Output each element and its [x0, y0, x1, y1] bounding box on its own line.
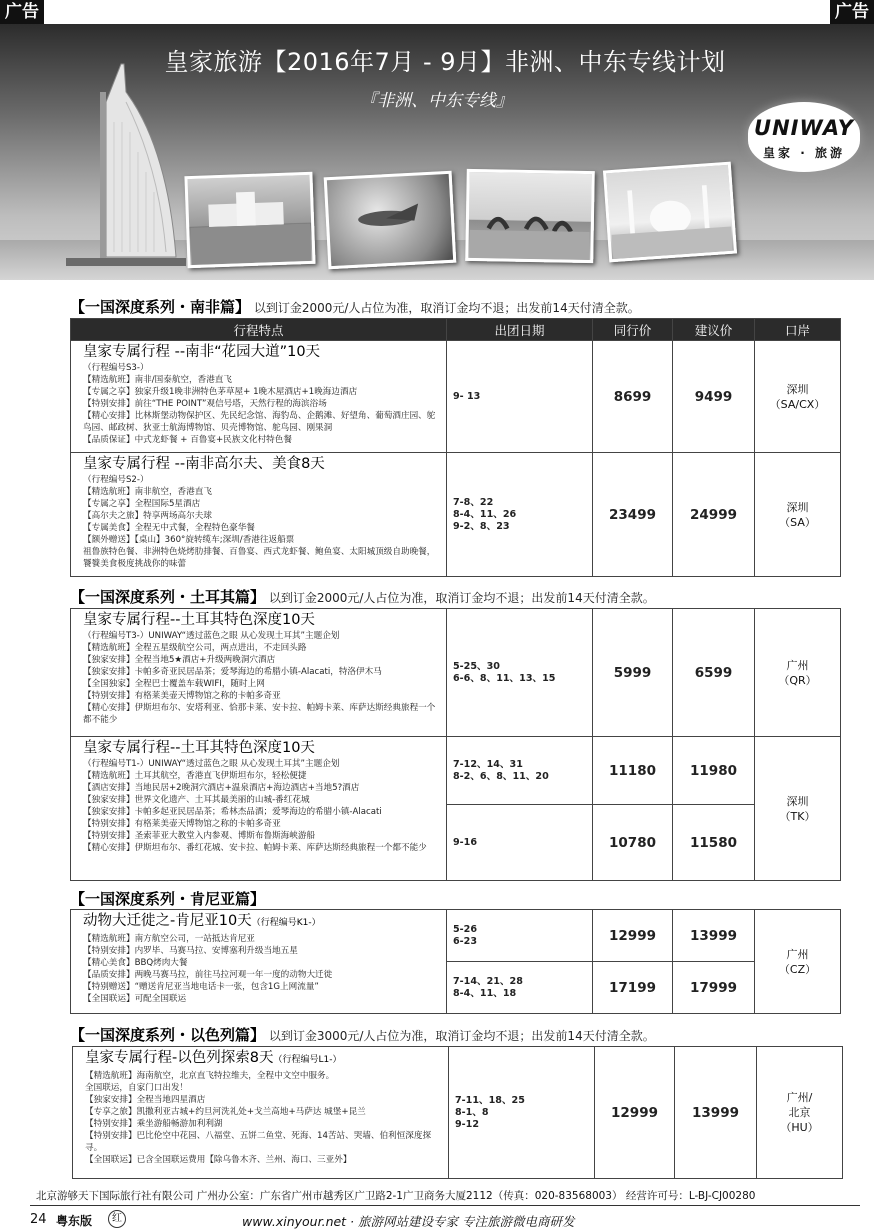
- table-header-row: [71, 319, 841, 341]
- burj-al-arab-illustration: [66, 62, 186, 272]
- trade-price: 12999: [595, 1047, 675, 1179]
- tour-line: 【特别安排】巴比伦空中花园、八福堂、五饼二鱼堂、死海、14苦站、哭墙、伯利恒深度探寻。: [85, 1131, 432, 1153]
- section-header-kenya: [70, 888, 860, 909]
- logo-main-text: UNIWAY: [754, 116, 854, 140]
- tour-line: 【精选航班】土耳其航空，香港直飞伊斯坦布尔，轻松便捷: [83, 771, 307, 781]
- table-row: [71, 737, 841, 805]
- trade-price: 23499: [593, 453, 673, 577]
- departure-port: 深圳 （SA/CX）: [755, 341, 841, 453]
- retail-price: 17999: [673, 962, 755, 1014]
- section-header-south-africa: [70, 296, 860, 317]
- footer-website: www.xinyour.net · 旅游网站建设专家 专注旅游微电商研发: [242, 1214, 575, 1229]
- ad-label-right: 广告: [830, 0, 874, 24]
- tour-line: 【特别安排】有格莱美壶天博物馆之称的卡帕多奇亚: [83, 819, 281, 829]
- tour-line: 【精选航班】南方航空公司，一站抵达肯尼亚: [83, 934, 255, 944]
- retail-price: 24999: [673, 453, 755, 577]
- edition-label: 粤东版: [56, 1214, 93, 1228]
- tour-title: 皇家专属行程 --南非高尔夫、美食8天: [83, 456, 325, 472]
- tour-line: 【专属之享】独家升级1晚非洲特色茅草屋+ 1晚木屋酒店+1晚海边酒店: [83, 387, 358, 397]
- tour-code: （行程编号K1-）: [251, 918, 321, 928]
- retail-price: 13999: [673, 910, 755, 962]
- section-header-israel: [70, 1024, 860, 1045]
- tour-line: 【额外赠送】【桌山】360°旋转缆车;深圳/香港往返船票: [83, 535, 295, 545]
- header-port: 口岸: [755, 319, 841, 341]
- departure-port: 广州 （CZ）: [755, 910, 841, 1014]
- trade-price: 11180: [593, 737, 673, 805]
- section-title: 【一国深度系列・南非篇】: [70, 298, 251, 316]
- tour-line: 【特别安排】乘坐游船畅游加利利湖: [85, 1119, 223, 1129]
- tour-line: 【精心安排】伊斯坦布尔、安塔利亚、恰那卡莱、安卡拉、帕姆卡莱、库萨达斯经典旅程一个都不能少: [83, 703, 436, 725]
- tour-line: 【独家安排】全程当地四星酒店: [85, 1095, 206, 1105]
- tour-description: [73, 1047, 449, 1179]
- tour-line: 【独家安排】卡帕多起亚民居品茶；希林杰品酒；爱琴海边的希腊小镇-Alacati: [83, 807, 382, 817]
- tour-title: 皇家专属行程--土耳其特色深度10天: [83, 740, 315, 756]
- table-row: [71, 341, 841, 453]
- section-note: 以到订金2000元/人占位为准，取消订金均不退；出发前14天付清全款。: [253, 301, 640, 315]
- table-row: [73, 1047, 843, 1179]
- trade-price: 10780: [593, 805, 673, 881]
- tour-line: 【品质保证】中式龙虾餐 + 百鲁宴+民族文化村特色餐: [83, 435, 292, 445]
- tour-line: 【精选航班】南非/国泰航空，香港直飞: [83, 375, 232, 385]
- tour-title: [85, 1049, 444, 1070]
- departure-port: 广州/ 北京 （HU）: [757, 1047, 843, 1179]
- tour-code: （行程编号L1-）: [273, 1055, 342, 1065]
- table-south-africa: [70, 318, 841, 577]
- table-row: [71, 609, 841, 737]
- departure-port: 深圳 （TK）: [755, 737, 841, 881]
- tour-line: 【独家安排】世界文化遗产、土耳其最美丽的山城-番红花城: [83, 795, 310, 805]
- tour-description: [71, 453, 447, 577]
- departure-dates: 7-14、21、28 8-4、11、18: [447, 962, 593, 1014]
- retail-price: 11580: [673, 805, 755, 881]
- tour-line: 【精选航班】南非航空，香港直飞: [83, 487, 212, 497]
- banner-title: 皇家旅游【2016年7月 - 9月】非洲、中东专线计划: [164, 48, 726, 76]
- departure-dates: 9-16: [447, 805, 593, 881]
- tour-line: 【独家安排】卡帕多奇亚民居品茶；爱琴海边的希腊小镇-Alacati，特洛伊木马: [83, 667, 382, 677]
- header-features: 行程特点: [71, 319, 447, 341]
- logo-sub-text: 皇家 · 旅游: [763, 146, 845, 160]
- tour-line: 【全国联运】已含全国联运费用【除乌鲁木齐、兰州、海口、三亚外】: [85, 1155, 352, 1165]
- tour-line: 【品质安排】两晚马赛马拉，前往马拉河观一年一度的动物大迁徙: [83, 970, 333, 980]
- tour-description: [71, 609, 447, 737]
- table-kenya: [70, 909, 841, 1014]
- tour-line: 【高尔夫之旅】特享两场高尔夫球: [83, 511, 212, 521]
- photo-underwater: [324, 171, 457, 270]
- tour-title: 皇家专属行程 --南非“花园大道”10天: [83, 344, 321, 360]
- retail-price: 6599: [673, 609, 755, 737]
- departure-dates: 7-8、22 8-4、11、26 9-2、8、23: [447, 453, 593, 577]
- departure-dates: 9- 13: [447, 341, 593, 453]
- departure-dates: 7-12、14、31 8-2、6、8、11、20: [447, 737, 593, 805]
- section-note: 以到订金2000元/人占位为准，取消订金均不退；出发前14天付清全款。: [268, 591, 655, 605]
- retail-price: 9499: [673, 341, 755, 453]
- header-dates: 出团日期: [447, 319, 593, 341]
- tour-line: 【精选航班】全程五星级航空公司，两点进出，不走回头路: [83, 643, 307, 653]
- retail-price: 11980: [673, 737, 755, 805]
- table-turkey: [70, 608, 841, 881]
- retail-price: 13999: [675, 1047, 757, 1179]
- trade-price: 8699: [593, 341, 673, 453]
- tour-line: 祖鲁族特色餐、非洲特色烧烤肋排餐、百鲁宴、西式龙虾餐、鲍鱼宴、太阳城顶级自助晚餐，饕餮美食极度挑战你的味蕾: [83, 547, 436, 569]
- section-title: 【一国深度系列・肯尼亚篇】: [70, 890, 266, 908]
- tour-line: 【酒店安排】当地民居+2晚洞穴酒店+温泉酒店+海边酒店+当地5?酒店: [83, 783, 360, 793]
- footer-divider: [30, 1205, 860, 1206]
- tour-line: 【精选航班】海南航空，北京直飞特拉维夫，全程中文空中服务。: [85, 1071, 335, 1081]
- ad-label-left: 广告: [0, 0, 44, 24]
- section-title: 【一国深度系列・土耳其篇】: [70, 588, 266, 606]
- section-header-turkey: [70, 586, 860, 607]
- photo-camels: [465, 169, 595, 263]
- header-retail-price: 建议价: [673, 319, 755, 341]
- photo-mosque: [603, 162, 737, 263]
- tour-line: 【特别安排】圣索菲亚大教堂入内参观、博斯布鲁斯海峡游船: [83, 831, 316, 841]
- tour-line: 【特别赠送】“赠送肯尼亚当地电话卡一张，包含1G上网流量”: [83, 982, 319, 992]
- banner: [0, 24, 874, 280]
- photo-resort: [184, 172, 315, 268]
- tour-line: 【精心美食】BBQ烤肉大餐: [83, 958, 188, 968]
- tour-title: 皇家专属行程--土耳其特色深度10天: [83, 612, 315, 628]
- header-trade-price: 同行价: [593, 319, 673, 341]
- tour-line: 【专享之旅】凯撒利亚古城+约旦河洗礼处+戈兰高地+马萨达 城堡+昆兰: [85, 1107, 366, 1117]
- tour-line: 【独家安排】全程当地5★酒店+升级两晚洞穴酒店: [83, 655, 276, 665]
- tour-line: 【特别安排】前往“THE POINT”观信号塔，天然行程的海滨浴场: [83, 399, 327, 409]
- tour-code: （行程编号T3-）UNIWAY“透过蓝色之眼 从心发现土耳其”主题企划: [83, 631, 340, 641]
- tour-title-text: 动物大迁徙之-肯尼亚10天: [83, 913, 252, 929]
- tour-code: （行程编号T1-）UNIWAY“透过蓝色之眼 从心发现土耳其”主题企划: [83, 759, 340, 769]
- section-note: 以到订金3000元/人占位为准，取消订金均不退；出发前14天付清全款。: [268, 1029, 655, 1043]
- tour-description: [71, 341, 447, 453]
- section-title: 【一国深度系列・以色列篇】: [70, 1026, 266, 1044]
- tour-line: 【全国联运】可配全国联运: [83, 994, 187, 1004]
- tour-description: [71, 910, 447, 1014]
- tour-description: [71, 737, 447, 881]
- tour-line: 【特别安排】内罗毕、马赛马拉、安博塞利升级当地五星: [83, 946, 298, 956]
- trade-price: 5999: [593, 609, 673, 737]
- table-row: [71, 910, 841, 962]
- page-number: 24: [30, 1212, 47, 1227]
- table-row: [71, 453, 841, 577]
- tour-title: [83, 912, 442, 933]
- footer-company-info: 北京游够天下国际旅行社有限公司 广州办公室：广东省广州市越秀区广卫路2-1广卫商务大厦2112（传真：020-83568003） 经营许可号：L-BJ-CJ00280: [36, 1190, 756, 1202]
- tour-line: 【精心安排】比林斯堡动物保护区、先民纪念馆、海豹岛、企鹅滩、好望角、葡萄酒庄园、鸵鸟园、邮政树、狄亚士航海博物馆、贝壳博物馆、鸵鸟园、刚果洞: [83, 411, 436, 433]
- trade-price: 17199: [593, 962, 673, 1014]
- tour-title-text: 皇家专属行程-以色列探索8天: [85, 1050, 274, 1066]
- tour-line: 【专属美食】全程无中式餐，全程特色豪华餐: [83, 523, 255, 533]
- banner-subtitle: 『非洲、中东专线』: [360, 91, 513, 111]
- departure-dates: 5-26 6-23: [447, 910, 593, 962]
- tour-code: （行程编号S3-）: [83, 363, 149, 373]
- tour-code: （行程编号S2-）: [83, 475, 149, 485]
- departure-port: 广州 （QR）: [755, 609, 841, 737]
- tour-line: 【特别安排】有格莱美壶天博物馆之称的卡帕多奇亚: [83, 691, 281, 701]
- table-israel: [72, 1046, 843, 1179]
- tour-line: 【全国独家】全程巴士覆盖车载WIFI，随时上网: [83, 679, 265, 689]
- departure-dates: 7-11、18、25 8-1、8 9-12: [449, 1047, 595, 1179]
- tour-line: 全国联运，自家门口出发！: [85, 1083, 189, 1093]
- seal-mark: 红: [108, 1210, 126, 1228]
- departure-port: 深圳 （SA）: [755, 453, 841, 577]
- departure-dates: 5-25、30 6-6、8、11、13、15: [447, 609, 593, 737]
- tour-line: 【专属之享】全程国际5星酒店: [83, 499, 201, 509]
- uniway-logo: [748, 102, 860, 172]
- trade-price: 12999: [593, 910, 673, 962]
- tour-line: 【精心安排】伊斯坦布尔、番红花城、安卡拉、帕姆卡莱、库萨达斯经典旅程一个都不能少: [83, 843, 427, 853]
